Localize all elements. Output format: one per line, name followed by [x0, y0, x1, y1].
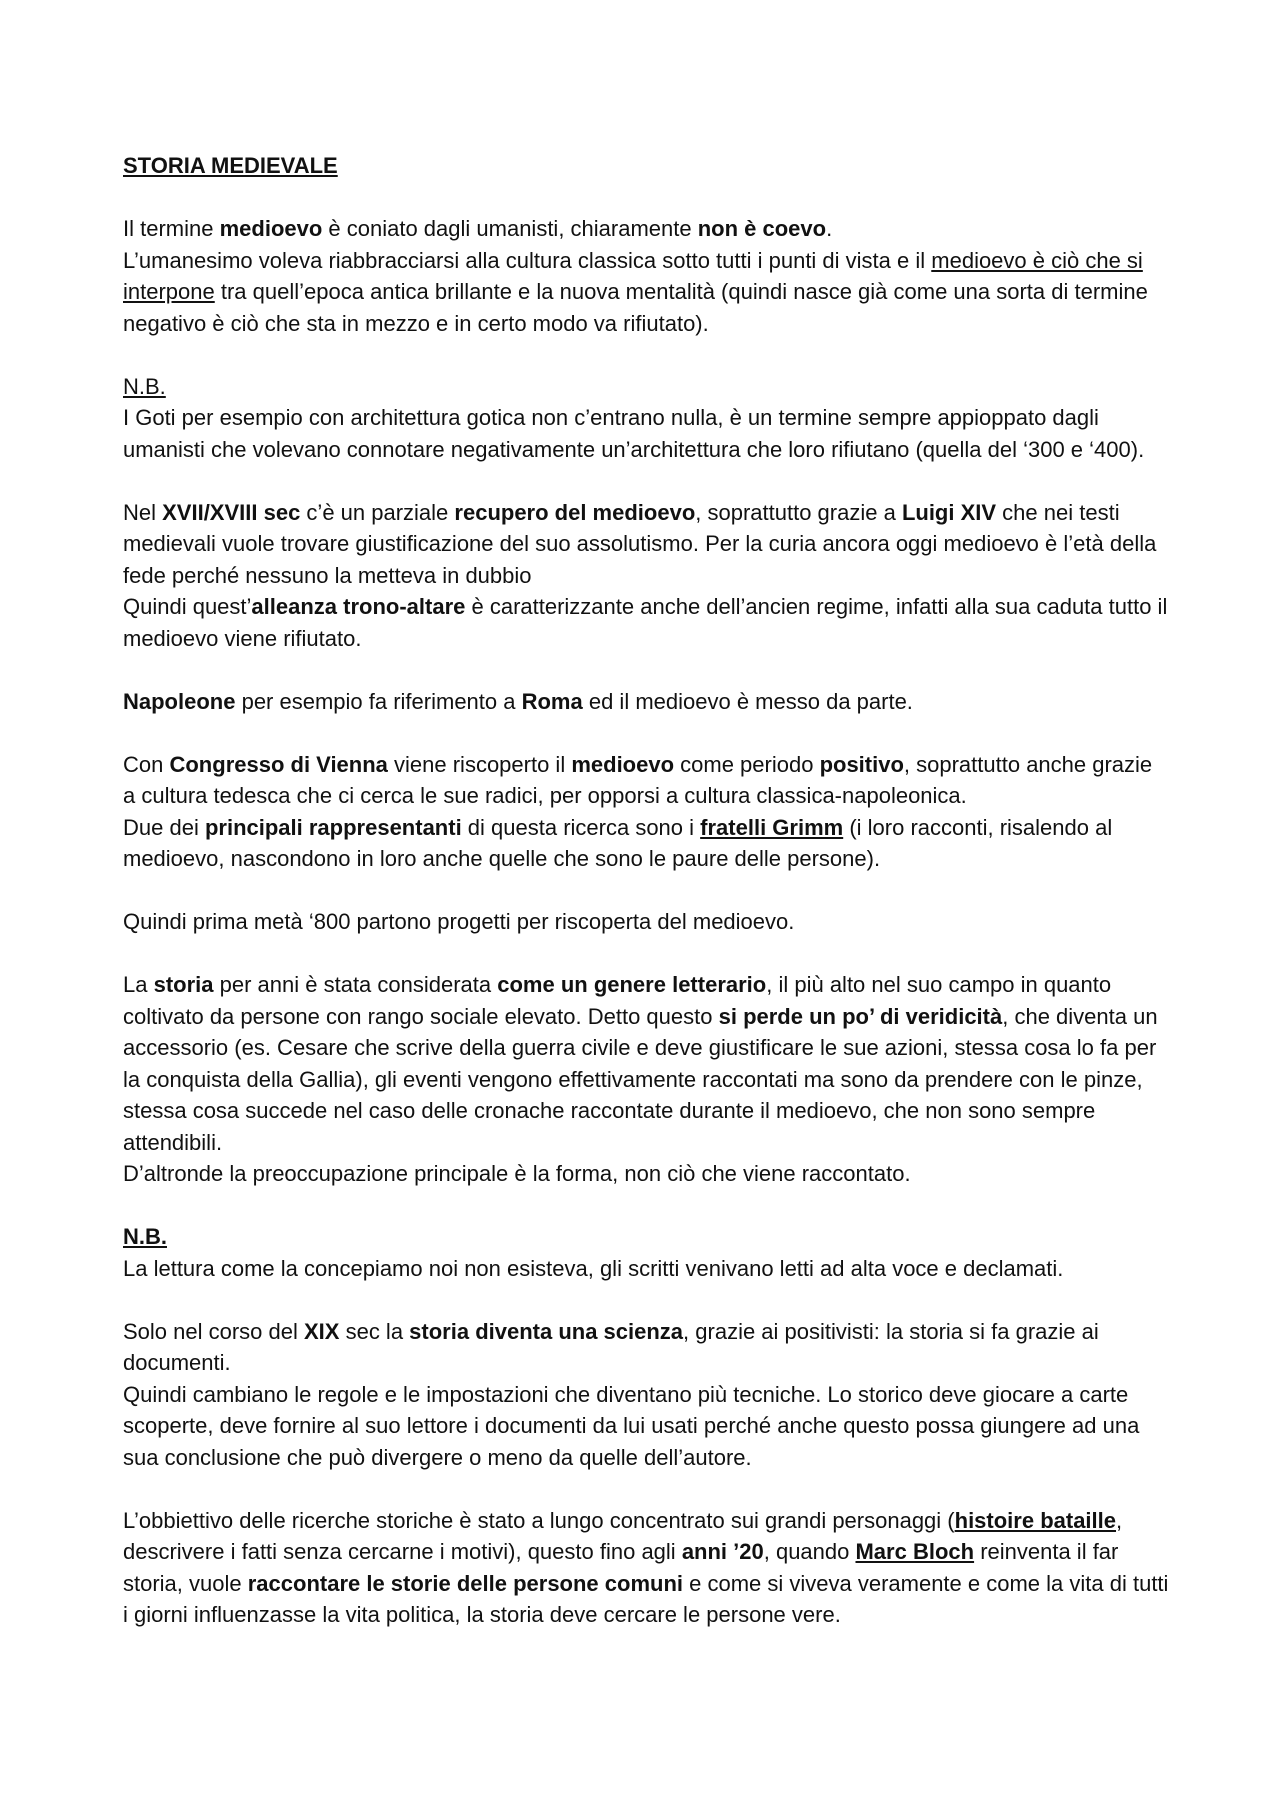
paragraph-napoleone: Napoleone per esempio fa riferimento a Roma ed il medioevo è messo da parte. — [123, 688, 913, 714]
paragraph-umanesimo: L’umanesimo voleva riabbracciarsi alla cultura classica sotto tutti i punti di vista e il medioevo è ciò che si interpone tra quell’epoca antica brillante e la nuova mentalità (quindi nasce già come una sorta di termine negativo è ciò che sta in mezzo e in certo modo va rifiutato). — [123, 247, 1148, 336]
paragraph-goti: I Goti per esempio con architettura gotica non c’entrano nulla, è un termine sempre appioppato dagli umanisti che volevano connotare negativamente un’architettura che loro rifiutano (quella del ‘300 e ‘400). — [123, 405, 1145, 462]
paragraph-storia-scienza: Solo nel corso del XIX sec la storia diventa una scienza, grazie ai positivisti: la storia si fa grazie ai documenti. — [123, 1318, 1099, 1375]
paragraph-recupero-medioevo: Nel XVII/XVIII sec c’è un parziale recupero del medioevo, soprattutto grazie a Luigi XIV che nei testi medievali vuole trovare giustificazione del suo assolutismo. Per la curia ancora oggi medioevo è l’età della fede perché nessuno la metteva in dubbio — [123, 499, 1157, 588]
paragraph-congresso-vienna: Con Congresso di Vienna viene riscoperto il medioevo come periodo positivo, soprattutto anche grazie a cultura tedesca che ci cerca le sue radici, per opporsi a cultura classica-napoleonica. — [123, 751, 1153, 808]
nota-bene-heading: N.B. — [123, 373, 166, 399]
paragraph-term-medioevo: Il termine medioevo è coniato dagli umanisti, chiaramente non è coevo. — [123, 216, 833, 241]
paragraph-regole-storico: Quindi cambiano le regole e le impostazioni che diventano più tecniche. Lo storico deve giocare a carte scoperte, deve fornire al suo lettore i documenti da lui usati perché anche questo possa giungere ad una sua conclusione che può divergere o meno da quelle dell’autore. — [123, 1381, 1140, 1470]
nota-bene-heading-2: N.B. — [123, 1224, 167, 1249]
paragraph-marc-bloch: L’obbiettivo delle ricerche storiche è stato a lungo concentrato sui grandi personaggi (histoire bataille, descrivere i fatti senza cercarne i motivi), questo fino agli anni ’20, quando Marc Bloch reinventa il far storia, vuole raccontare le storie delle persone comuni e come si viveva veramente e come la vita di tutti i giorni influenzasse la vita politica, la storia deve cercare le persone vere. — [123, 1507, 1169, 1627]
paragraph-riscoperta: Quindi prima metà ‘800 partono progetti per riscoperta del medioevo. — [123, 909, 795, 934]
document-title: STORIA MEDIEVALE — [123, 153, 338, 178]
paragraph-trono-altare: Quindi quest’alleanza trono-altare è caratterizzante anche dell’ancien regime, infatti alla sua caduta tutto il medioevo viene rifiutato. — [123, 594, 1168, 651]
paragraph-storia-genere-letterario: La storia per anni è stata considerata come un genere letterario, il più alto nel suo campo in quanto coltivato da persone con rango sociale elevato. Detto questo si perde un po’ di veridicità, che diventa un accessorio (es. Cesare che scrive della guerra civile e deve giustificare le sue azioni, stessa cosa lo fa per la conquista della Gallia), gli eventi vengono effettivamente raccontati ma sono da prendere con le pinze, stessa cosa succede nel caso delle cronache raccontate durante il medioevo, che non sono sempre attendibili. — [123, 972, 1158, 1155]
paragraph-preoccupazione-forma: D’altronde la preoccupazione principale è la forma, non ciò che viene raccontato. — [123, 1161, 911, 1186]
paragraph-lettura: La lettura come la concepiamo noi non esisteva, gli scritti venivano letti ad alta voce e declamati. — [123, 1255, 1064, 1281]
paragraph-fratelli-grimm: Due dei principali rappresentanti di questa ricerca sono i fratelli Grimm (i loro racconti, risalendo al medioevo, nascondono in loro anche quelle che sono le paure delle persone). — [123, 814, 1113, 871]
